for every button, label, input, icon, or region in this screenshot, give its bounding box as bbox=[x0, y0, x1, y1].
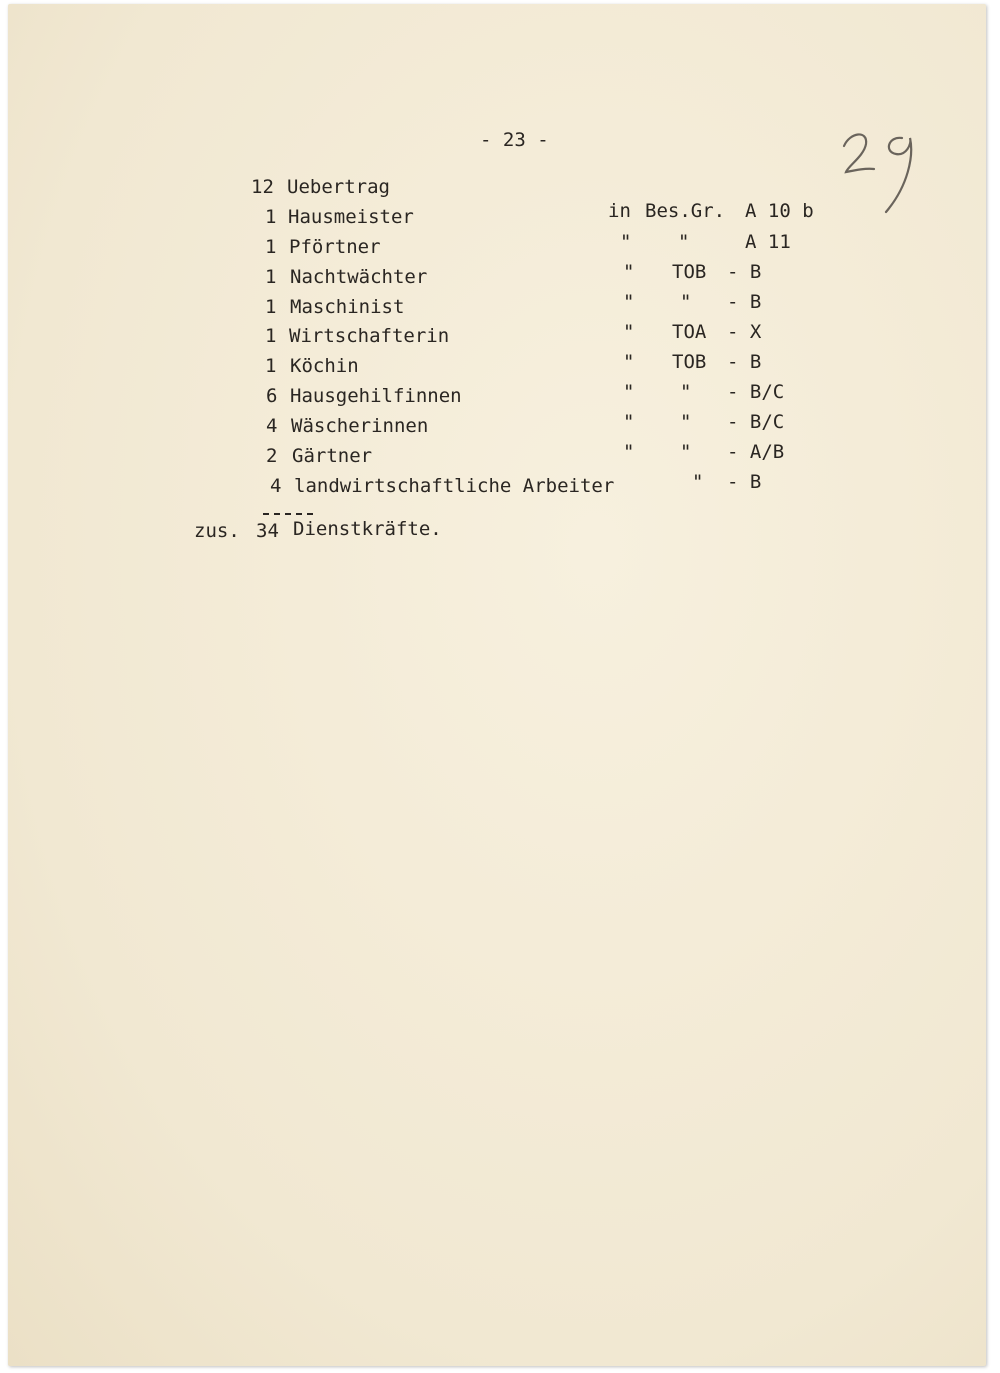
row-count: 1 bbox=[265, 296, 277, 318]
row-group: TOA bbox=[672, 321, 707, 343]
row-count: 2 bbox=[266, 445, 278, 467]
row-grade: - X bbox=[727, 321, 762, 343]
total-count: 34 bbox=[256, 520, 279, 542]
row-group: Bes.Gr. bbox=[645, 200, 726, 222]
handwritten-page-number bbox=[840, 126, 924, 218]
row-grade: - B/C bbox=[727, 411, 785, 433]
row-count: 1 bbox=[265, 206, 277, 228]
row-label: Nachtwächter bbox=[290, 266, 428, 288]
row-grade: A 10 b bbox=[745, 200, 814, 222]
row-grade: - B/C bbox=[727, 381, 785, 403]
carry-over-count: 12 bbox=[251, 176, 274, 198]
row-label: Wirtschafterin bbox=[289, 325, 450, 347]
row-group: TOB bbox=[672, 261, 707, 283]
row-ditto: " bbox=[623, 381, 635, 403]
row-group: " bbox=[680, 381, 692, 403]
carry-over-label: Uebertrag bbox=[287, 176, 390, 198]
document-page bbox=[8, 4, 986, 1366]
row-label: Köchin bbox=[290, 355, 359, 377]
row-group: TOB bbox=[672, 351, 707, 373]
row-label: Gärtner bbox=[292, 445, 373, 467]
row-count: 6 bbox=[266, 385, 278, 407]
row-grade: A 11 bbox=[745, 231, 791, 253]
page-number: - 23 - bbox=[480, 129, 549, 151]
row-grade: - B bbox=[727, 351, 762, 373]
row-label: Hausgehilfinnen bbox=[290, 385, 462, 407]
row-group: " bbox=[680, 441, 692, 463]
total-prefix: zus. bbox=[194, 520, 240, 542]
row-group: " bbox=[680, 411, 692, 433]
row-ditto: " bbox=[623, 441, 635, 463]
row-label: Wäscherinnen bbox=[291, 415, 429, 437]
row-grade: - A/B bbox=[727, 441, 785, 463]
row-group: " bbox=[678, 231, 690, 253]
row-ditto: " bbox=[623, 291, 635, 313]
row-ditto: " bbox=[623, 321, 635, 343]
row-grade: - B bbox=[727, 291, 762, 313]
row-ditto: " bbox=[623, 411, 635, 433]
row-count: 4 bbox=[270, 475, 282, 497]
row-count: 1 bbox=[265, 325, 277, 347]
row-label: Hausmeister bbox=[288, 206, 414, 228]
row-label: Pförtner bbox=[289, 236, 381, 258]
row-count: 1 bbox=[265, 266, 277, 288]
row-grade: - B bbox=[727, 261, 762, 283]
row-ditto: " bbox=[620, 231, 632, 253]
row-group: " bbox=[680, 291, 692, 313]
row-label: Maschinist bbox=[290, 296, 405, 318]
sum-rule bbox=[263, 513, 313, 515]
total-label: Dienstkräfte. bbox=[293, 518, 442, 540]
row-group: " bbox=[692, 471, 704, 493]
row-label: landwirtschaftliche Arbeiter bbox=[294, 475, 615, 497]
row-grade: - B bbox=[727, 471, 762, 493]
row-count: 4 bbox=[266, 415, 278, 437]
row-count: 1 bbox=[265, 236, 277, 258]
row-count: 1 bbox=[265, 355, 277, 377]
row-ditto: " bbox=[623, 351, 635, 373]
row-ditto: in bbox=[608, 200, 631, 222]
row-ditto: " bbox=[623, 261, 635, 283]
